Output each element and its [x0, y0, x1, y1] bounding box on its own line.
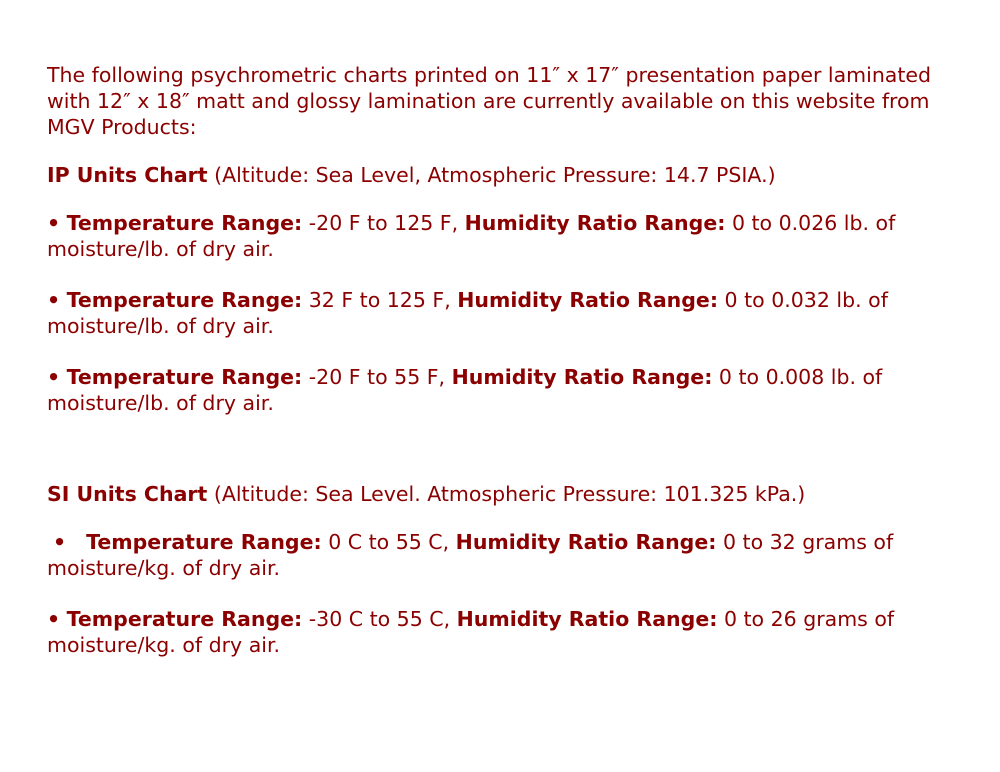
temperature-range-value: 32 F to 125 F, [302, 288, 458, 312]
bullet-icon: • [47, 211, 61, 235]
bullet-icon: • [53, 530, 67, 554]
humidity-ratio-range-value: 0 to 0.008 lb. of moisture/lb. of dry air. [47, 365, 883, 415]
si-chart-heading: SI Units Chart [47, 482, 208, 506]
si-range-item-1 [47, 529, 967, 581]
humidity-ratio-range-label: Humidity Ratio Range: [457, 288, 719, 312]
humidity-ratio-range-value: 0 to 0.032 lb. of moisture/lb. of dry air. [47, 288, 888, 338]
ip-range-item-2 [47, 287, 967, 339]
temperature-range-label: Temperature Range: [66, 365, 303, 389]
ip-range-item-3 [47, 364, 967, 416]
humidity-ratio-range-value: 0 to 0.026 lb. of moisture/lb. of dry air. [47, 211, 896, 261]
humidity-ratio-range-value: 0 to 32 grams of moisture/kg. of dry air. [47, 530, 894, 580]
humidity-ratio-range-label: Humidity Ratio Range: [456, 607, 718, 631]
temperature-range-label: Temperature Range: [66, 607, 303, 631]
temperature-range-value: -20 F to 125 F, [302, 211, 465, 235]
si-range-item-2 [47, 606, 967, 658]
ip-chart-heading-line [47, 162, 967, 188]
temperature-range-value: -30 C to 55 C, [302, 607, 457, 631]
temperature-range-value: 0 C to 55 C, [321, 530, 456, 554]
bullet-icon: • [47, 288, 61, 312]
ip-range-item-1 [47, 210, 967, 262]
temperature-range-label: Temperature Range: [66, 211, 303, 235]
document-body [47, 62, 967, 658]
bullet-icon: • [47, 365, 61, 389]
temperature-range-value: -20 F to 55 F, [302, 365, 452, 389]
ip-chart-detail: (Altitude: Sea Level, Atmospheric Pressure: 14.7 PSIA.) [207, 163, 776, 187]
si-chart-heading-line [47, 481, 967, 507]
bullet-icon: • [47, 607, 61, 631]
ip-chart-heading: IP Units Chart [47, 163, 208, 187]
si-chart-detail: (Altitude: Sea Level. Atmospheric Pressure: 101.325 kPa.) [207, 482, 806, 506]
humidity-ratio-range-value: 0 to 26 grams of moisture/kg. of dry air. [47, 607, 895, 657]
humidity-ratio-range-label: Humidity Ratio Range: [464, 211, 726, 235]
humidity-ratio-range-label: Humidity Ratio Range: [455, 530, 717, 554]
humidity-ratio-range-label: Humidity Ratio Range: [451, 365, 713, 389]
temperature-range-label: Temperature Range: [86, 530, 322, 554]
intro-paragraph: The following psychrometric charts printed on 11″ x 17″ presentation paper laminated with 12″ x 18″ matt and glossy lamination are currently available on this website from MGV Products: [47, 63, 932, 139]
temperature-range-label: Temperature Range: [66, 288, 303, 312]
